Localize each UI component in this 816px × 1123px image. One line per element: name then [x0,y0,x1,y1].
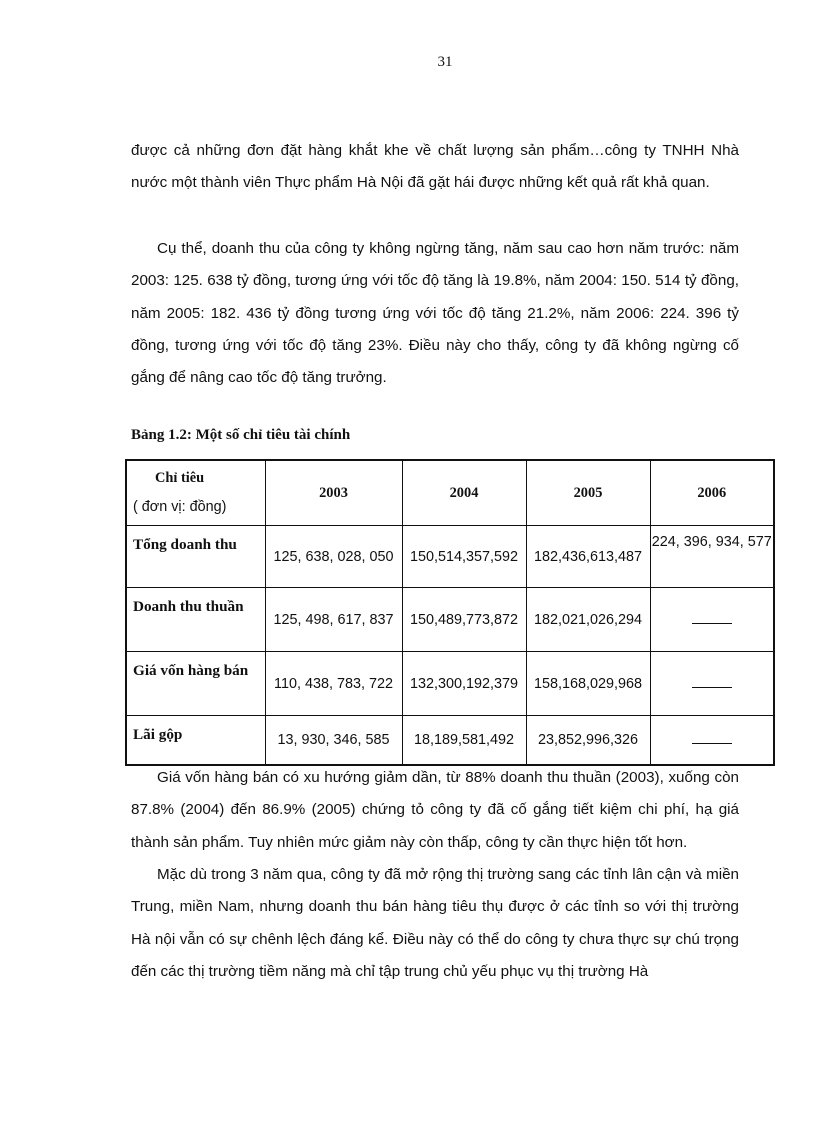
table-cell: 182,021,026,294 [526,588,650,652]
header-unit: ( đơn vị: đồng) [133,499,227,515]
table-cell: 150,514,357,592 [402,526,526,588]
table-cell: 110, 438, 783, 722 [265,652,402,716]
header-year-2005: 2005 [526,460,650,526]
empty-value-dash [650,716,774,765]
body-paragraph-4: Mặc dù trong 3 năm qua, công ty đã mở rộng thị trường sang các tỉnh lân cận và miền Trung, miền Nam, nhưng doanh thu bán hàng tiêu thụ được ở các tỉnh so với thị trường Hà nội vẫn có sự chênh lệch đáng kể. Điều này có thể do công ty chưa thực sự chú trọng đến các thị trường tiềm năng mà chỉ tập trung chủ yếu phục vụ thị trường Hà [131,866,739,980]
empty-value-dash [650,588,774,652]
row-label-cost-of-goods: Giá vốn hàng bán [126,652,265,716]
table-cell: 182,436,613,487 [526,526,650,588]
page-number: 31 [437,54,453,70]
table-cell: 158,168,029,968 [526,652,650,716]
table-row [126,716,774,765]
table-cell: 23,852,996,326 [526,716,650,765]
body-paragraph-2: Cụ thể, doanh thu của công ty không ngừng tăng, năm sau cao hơn năm trước: năm 2003: 125. 638 tỷ đồng, tương ứng với tốc độ tăng là 19.8%, năm 2004: 150. 514 tỷ đồng, năm 2005: 182. 436 tỷ đồng tương ứng với tốc độ tăng 21.2%, năm 2006: 224. 396 tỷ đồng, tương ứng với tốc độ tăng 23%. Điều này cho thấy, công ty đã không ngừng cố gắng để nâng cao tốc độ tăng trưởng. [131,240,739,387]
financial-indicators-table [125,459,775,766]
header-year-2004: 2004 [402,460,526,526]
table-row [126,526,774,588]
table-cell [650,526,774,588]
table-cell: 18,189,581,492 [402,716,526,765]
table-cell: 13, 930, 346, 585 [265,716,402,765]
table-cell: 125, 638, 028, 050 [265,526,402,588]
empty-value-dash [650,652,774,716]
table-header-row [126,460,774,526]
header-year-2006: 2006 [650,460,774,526]
table-row [126,652,774,716]
body-paragraph-3: Giá vốn hàng bán có xu hướng giảm dần, từ 88% doanh thu thuần (2003), xuống còn 87.8% (2004) đến 86.9% (2005) chứng tỏ công ty đã cố gắng tiết kiệm chi phí, hạ giá thành sản phẩm. Tuy nhiên mức giảm này còn thấp, công ty cần thực hiện tốt hơn. [131,769,739,851]
row-label-net-revenue: Doanh thu thuần [126,588,265,652]
header-year-2003: 2003 [265,460,402,526]
table-caption: Bảng 1.2: Một số chỉ tiêu tài chính [131,427,351,443]
header-cell-indicator [126,460,265,526]
header-label: Chỉ tiêu [155,470,205,486]
row-label-total-revenue: Tổng doanh thu [126,526,265,588]
table-cell-text: 224, 396, 934, 577 [651,534,772,550]
row-label-gross-profit: Lãi gộp [126,716,265,765]
table-cell: 132,300,192,379 [402,652,526,716]
table-cell: 150,489,773,872 [402,588,526,652]
body-paragraph-1: được cả những đơn đặt hàng khắt khe về chất lượng sản phẩm…công ty TNHH Nhà nước một thành viên Thực phẩm Hà Nội đã gặt hái được những kết quả rất khả quan. [131,142,739,192]
table-row [126,588,774,652]
table-cell: 125, 498, 617, 837 [265,588,402,652]
